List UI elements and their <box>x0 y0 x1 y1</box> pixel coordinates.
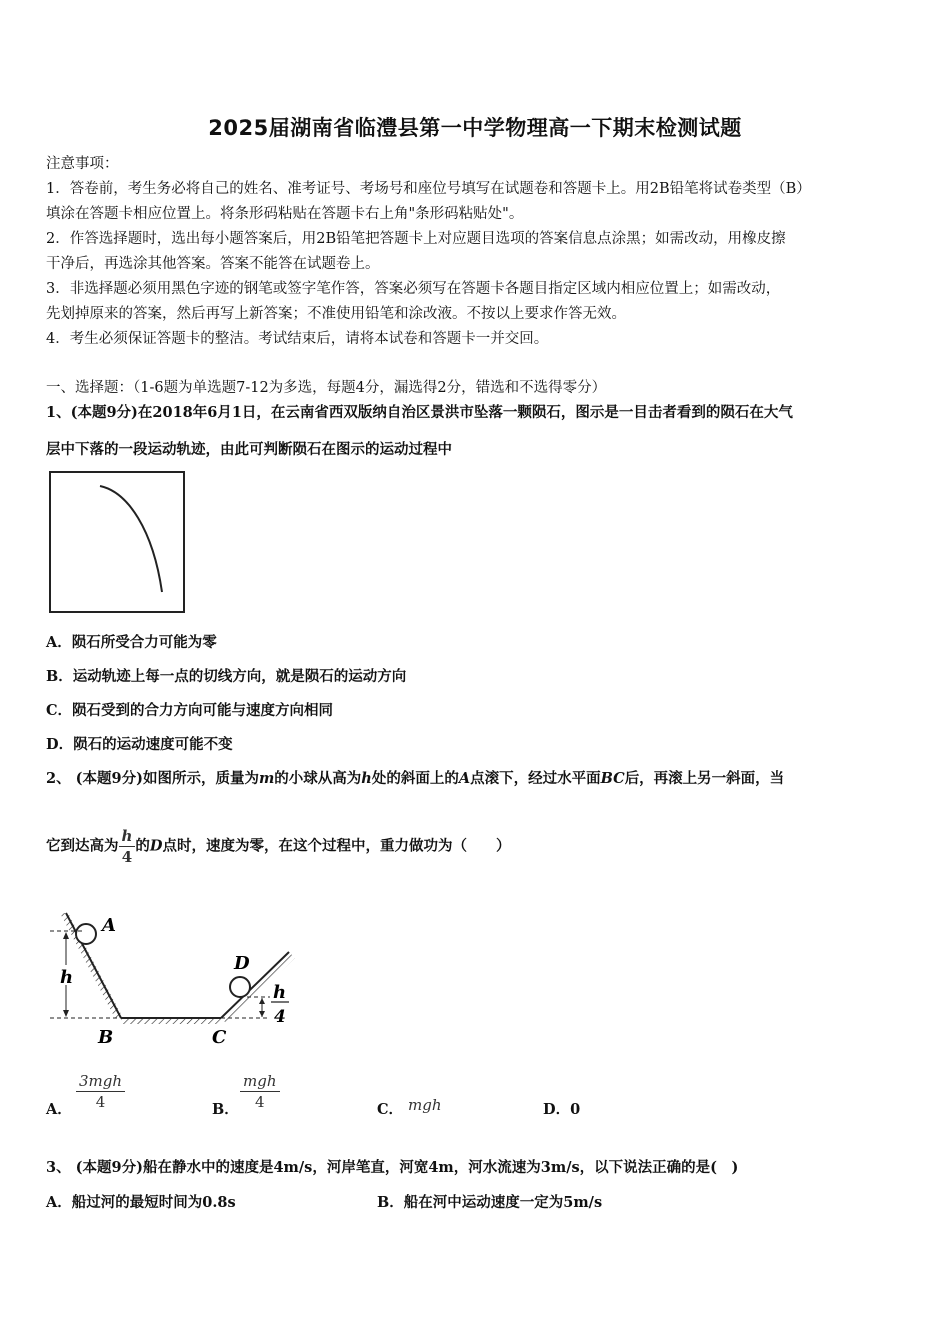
meteor-trajectory-figure <box>48 470 188 616</box>
q2-option-c-label: C． <box>377 1101 404 1118</box>
q2-option-a-value: $\frac{\text{3mgh}}{4}$ <box>76 1071 125 1112</box>
label-h4-den: 4 <box>274 1007 286 1027</box>
notice-heading: 注意事项： <box>46 156 119 172</box>
q2-option-b-label: B． <box>212 1101 239 1118</box>
q2-option-a-label: A． <box>46 1101 72 1118</box>
section-heading: 一、选择题：（1-6题为单选题7-12为多选，每题4分，漏选得2分，错选和不选得零分） <box>46 380 607 396</box>
trajectory-curve <box>100 486 162 592</box>
q1-option-b: B．运动轨迹上每一点的切线方向，就是陨石的运动方向 <box>46 668 407 685</box>
q3-stem: 3、 (本题9分)船在静水中的速度是4m/s，河岸笔直，河宽4m，河水流速为3m/s，以下说法正确的是( ) <box>46 1159 739 1176</box>
label-b: B <box>98 1027 114 1048</box>
page-title: 2025届湖南省临澧县第一中学物理高一下期末检测试题 <box>208 116 742 140</box>
q1-stem: 层中下落的一段运动轨迹，由此可判断陨石在图示的运动过程中 <box>46 441 452 458</box>
label-a: A <box>102 915 116 936</box>
q1-option-a: A．陨石所受合力可能为零 <box>46 634 217 651</box>
fraction-h-over-4: $\frac{h}{4}$ <box>119 826 136 867</box>
q3-option-a: A．船过河的最短时间为0.8s <box>46 1194 236 1211</box>
ball-a <box>76 924 96 944</box>
label-h4-num: h <box>273 982 287 1003</box>
q1-option-c: C．陨石受到的合力方向可能与速度方向相同 <box>46 702 334 719</box>
label-c: C <box>212 1027 227 1048</box>
notice-line: 2．作答选择题时，选出每小题答案后，用2B铅笔把答题卡上对应题目选项的答案信息点涂黑；如需改动，用橡皮擦 <box>46 231 786 247</box>
notice-line: 填涂在答题卡相应位置上。将条形码粘贴在答题卡右上角"条形码粘贴处"。 <box>46 206 524 222</box>
q2-stem-line1: 2、 (本题9分)如图所示，质量为m的小球从高为h处的斜面上的A点滚下，经过水平面BC后，再滚上另一斜面，当 <box>46 770 785 787</box>
notice-line: 4．考生必须保证答题卡的整洁。考试结束后，请将本试卷和答题卡一并交回。 <box>46 331 549 347</box>
ball-d <box>230 977 250 997</box>
q2-stem-line2: 它到达高为 $\frac{h}{4}$ 的D点时，速度为零，在这个过程中，重力做功为（ ） <box>46 827 511 866</box>
notice-line: 1．答卷前，考生务必将自己的姓名、准考证号、考场号和座位号填写在试题卷和答题卡上。用2B铅笔将试卷类型（B） <box>46 181 811 197</box>
q2-option-d: D．0 <box>543 1101 581 1118</box>
q2-option-b-value: $\frac{\text{mgh}}{4}$ <box>240 1071 280 1112</box>
q1-option-d: D．陨石的运动速度可能不变 <box>46 736 233 753</box>
q2-option-c-value: mgh <box>408 1096 442 1114</box>
notice-line: 干净后，再选涂其他答案。答案不能答在试题卷上。 <box>46 256 380 272</box>
q1-stem: 1、(本题9分)在2018年6月1日，在云南省西双版纳自治区景洪市坠落一颗陨石，图示是一目击者看到的陨石在大气 <box>46 404 793 421</box>
notice-line: 3．非选择题必须用黑色字迹的钢笔或签字笔作答，答案必须写在答题卡各题目指定区域内相应位置上；如需改动， <box>46 281 781 297</box>
label-h: h <box>60 967 74 988</box>
notice-line: 先划掉原来的答案，然后再写上新答案；不准使用铅笔和涂改液。不按以上要求作答无效。 <box>46 306 626 322</box>
ramp-figure <box>44 905 299 1050</box>
label-d: D <box>234 953 250 974</box>
q3-option-b: B．船在河中运动速度一定为5m/s <box>377 1194 603 1211</box>
